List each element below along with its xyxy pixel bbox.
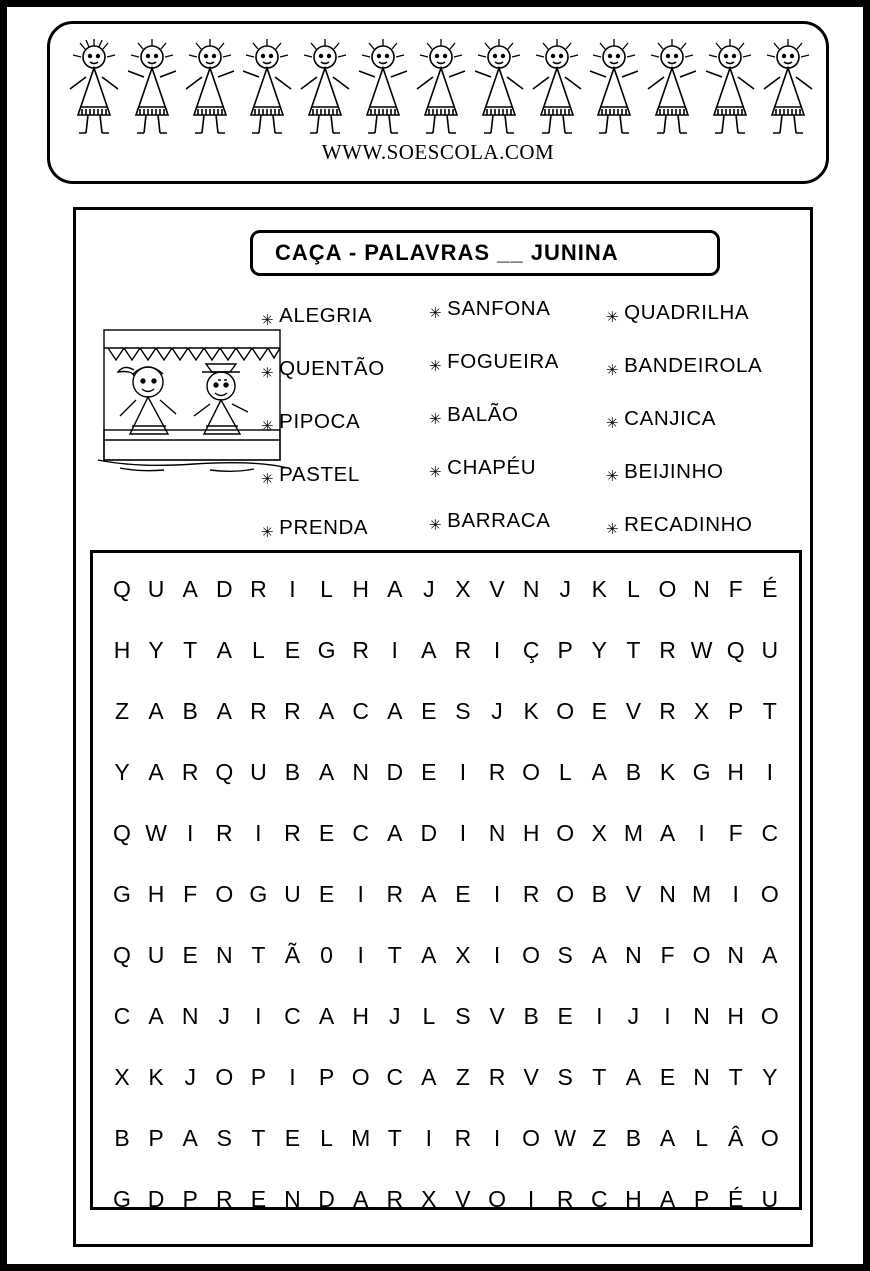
child-figure-icon — [702, 37, 758, 137]
grid-cell: A — [352, 1186, 369, 1212]
grid-cell: K — [523, 698, 539, 724]
child-figure-icon — [239, 37, 295, 137]
grid-cell: R — [250, 698, 267, 724]
word-label: BARRACA — [447, 509, 551, 532]
grid-cell: O — [658, 576, 677, 602]
grid-cell: L — [627, 576, 640, 602]
grid-cell: O — [760, 1003, 779, 1029]
grid-cell: Y — [148, 637, 164, 663]
grid-cell: O — [556, 881, 575, 907]
star-bullet-icon: ✳ — [429, 517, 443, 534]
grid-cell: C — [386, 1064, 404, 1090]
grid-cell: I — [698, 820, 705, 846]
child-figure-icon — [413, 37, 469, 137]
grid-cell: N — [181, 1003, 199, 1029]
grid-cell: I — [527, 1186, 535, 1212]
grid-cell: N — [488, 820, 506, 846]
child-figure-icon — [529, 37, 585, 137]
grid-cell: A — [216, 637, 232, 663]
grid-cell: Y — [762, 1064, 778, 1090]
grid-cell: Q — [113, 942, 131, 968]
grid-cell: B — [114, 1125, 130, 1151]
grid-cell: A — [659, 1186, 676, 1212]
grid-cell: E — [182, 942, 198, 968]
grid-cell: Q — [215, 759, 234, 785]
grid-cell: O — [522, 942, 541, 968]
word-label: FOGUEIRA — [447, 350, 560, 373]
grid-cell: O — [692, 942, 711, 968]
grid-cell: H — [352, 1003, 369, 1029]
word-label: BEIJINHO — [624, 460, 724, 483]
grid-cell: H — [113, 637, 131, 663]
grid-cell: V — [523, 1064, 539, 1090]
grid-cell: I — [425, 1125, 433, 1151]
word-label: PASTEL — [279, 463, 360, 486]
word-label: CHAPÉU — [447, 456, 537, 479]
grid-cell: J — [559, 576, 571, 602]
grid-cell: A — [659, 820, 676, 846]
star-bullet-icon: ✳ — [261, 524, 275, 541]
grid-cell: E — [284, 1125, 301, 1151]
grid-cell: O — [556, 820, 575, 846]
star-bullet-icon: ✳ — [261, 471, 275, 488]
grid-cell: D — [318, 1186, 335, 1212]
grid-cell: C — [761, 820, 779, 846]
grid-cell: K — [659, 759, 676, 785]
grid-cell: A — [762, 942, 778, 968]
grid-cell: Z — [114, 698, 130, 724]
grid-cell: M — [623, 820, 643, 846]
grid-cell: R — [181, 759, 199, 785]
grid-cell: S — [216, 1125, 232, 1151]
grid-cell: E — [421, 698, 437, 724]
word-label: QUENTÃO — [279, 357, 385, 380]
grid-cell: Q — [113, 820, 131, 846]
grid-cell: T — [387, 942, 402, 968]
grid-cell: P — [182, 1186, 198, 1212]
word-list-item — [606, 409, 796, 462]
grid-cell: J — [184, 1064, 196, 1090]
grid-cell: R — [556, 1186, 574, 1212]
star-bullet-icon: ✳ — [606, 362, 620, 379]
grid-cell: N — [693, 576, 710, 602]
grid-cell: F — [728, 576, 743, 602]
grid-cell: O — [760, 881, 779, 907]
grid-row — [103, 620, 789, 681]
grid-cell: H — [727, 759, 744, 785]
word-list-item — [429, 458, 619, 511]
grid-cell: A — [421, 1064, 437, 1090]
grid-cell: N — [284, 1186, 301, 1212]
grid-cell: I — [596, 1003, 603, 1029]
grid-cell: H — [147, 881, 165, 907]
star-bullet-icon: ✳ — [429, 358, 443, 375]
grid-cell: L — [558, 759, 572, 785]
grid-cell: R — [215, 820, 233, 846]
grid-cell: O — [488, 1186, 506, 1212]
grid-cell: T — [251, 1125, 266, 1151]
grid-cell: N — [727, 942, 744, 968]
site-url: WWW.SOESCOLA.COM — [321, 140, 555, 164]
star-bullet-icon: ✳ — [606, 468, 620, 485]
grid-cell: É — [728, 1186, 744, 1212]
grid-cell: B — [284, 759, 301, 785]
grid-cell: P — [148, 1125, 164, 1151]
grid-cell: Y — [591, 637, 607, 663]
grid-cell: R — [454, 637, 472, 663]
grid-cell: E — [557, 1003, 573, 1029]
grid-cell: M — [351, 1125, 371, 1151]
grid-cell: C — [352, 698, 369, 724]
grid-cell: A — [625, 1064, 642, 1090]
grid-cell: F — [728, 820, 743, 846]
grid-cell: J — [218, 1003, 231, 1029]
grid-cell: R — [250, 576, 267, 602]
grid-cell: A — [591, 942, 607, 968]
star-bullet-icon: ✳ — [261, 365, 275, 382]
grid-cell: A — [387, 820, 403, 846]
grid-cell: T — [592, 1064, 607, 1090]
grid-cell: C — [284, 1003, 301, 1029]
grid-cell: D — [386, 759, 404, 785]
grid-cell: M — [692, 881, 712, 907]
word-list-item — [606, 356, 796, 409]
grid-cell: I — [493, 942, 501, 968]
word-label: BANDEIROLA — [624, 354, 763, 377]
grid-cell: L — [695, 1125, 708, 1151]
word-list-item — [606, 462, 796, 515]
grid-cell: R — [215, 1186, 233, 1212]
grid-cell: A — [421, 942, 437, 968]
grid-row — [103, 803, 789, 864]
star-bullet-icon: ✳ — [261, 312, 275, 329]
grid-cell: U — [284, 881, 301, 907]
grid-cell: A — [421, 881, 437, 907]
grid-cell: F — [660, 942, 675, 968]
grid-cell: J — [627, 1003, 640, 1029]
grid-cell: H — [352, 576, 369, 602]
star-bullet-icon: ✳ — [429, 464, 443, 481]
grid-cell: D — [147, 1186, 165, 1212]
grid-cell: W — [554, 1125, 577, 1151]
child-figure-icon — [586, 37, 642, 137]
grid-cell: Â — [728, 1125, 744, 1151]
word-list-item — [429, 352, 619, 405]
grid-cell: Z — [455, 1064, 470, 1090]
grid-cell: T — [387, 1125, 402, 1151]
grid-cell: I — [766, 759, 773, 785]
grid-cell: T — [728, 1064, 743, 1090]
grid-cell: I — [186, 820, 194, 846]
grid-cell: V — [455, 1186, 471, 1212]
grid-cell: O — [522, 1125, 541, 1151]
grid-cell: X — [114, 1064, 130, 1090]
grid-cell: 0 — [320, 942, 333, 968]
grid-cell: L — [320, 576, 333, 602]
grid-cell: U — [250, 759, 267, 785]
grid-cell: Q — [113, 576, 131, 602]
grid-row — [103, 742, 789, 803]
worksheet-frame — [73, 207, 813, 1247]
grid-cell: I — [493, 881, 501, 907]
grid-cell: A — [659, 1125, 676, 1151]
word-list-column-3 — [606, 301, 796, 568]
word-list-item — [261, 465, 451, 518]
grid-cell: I — [459, 759, 467, 785]
grid-cell: E — [455, 881, 471, 907]
grid-cell: P — [557, 637, 573, 663]
grid-cell: R — [352, 637, 369, 663]
grid-row — [103, 864, 789, 925]
grid-cell: O — [760, 1125, 779, 1151]
header-banner — [47, 21, 829, 184]
grid-cell: U — [147, 576, 165, 602]
grid-cell: Y — [114, 759, 130, 785]
grid-cell: R — [659, 698, 676, 724]
word-label: PRENDA — [279, 516, 369, 539]
word-list — [261, 297, 806, 556]
grid-cell: H — [522, 820, 540, 846]
grid-cell: J — [423, 576, 435, 602]
grid-cell: R — [454, 1125, 472, 1151]
word-label: CANJICA — [624, 407, 717, 430]
grid-cell: K — [148, 1064, 164, 1090]
grid-cell: N — [215, 942, 233, 968]
grid-cell: P — [318, 1064, 335, 1090]
child-figure-icon — [760, 37, 816, 137]
star-bullet-icon: ✳ — [429, 411, 443, 428]
grid-cell: P — [250, 1064, 267, 1090]
grid-cell: I — [357, 881, 364, 907]
child-figure-icon — [182, 37, 238, 137]
grid-row — [103, 1108, 789, 1169]
grid-cell: S — [455, 1003, 471, 1029]
grid-cell: R — [522, 881, 540, 907]
worksheet-title-box — [250, 230, 720, 276]
grid-cell: É — [762, 576, 778, 602]
grid-cell: B — [182, 698, 198, 724]
page-title: CAÇA - PALAVRAS __ JUNINA — [275, 240, 619, 265]
grid-cell: X — [455, 576, 471, 602]
grid-cell: R — [386, 881, 404, 907]
grid-cell: S — [455, 698, 471, 724]
grid-row — [103, 986, 789, 1047]
grid-cell: I — [289, 1064, 296, 1090]
star-bullet-icon: ✳ — [429, 305, 443, 322]
grid-cell: A — [148, 759, 164, 785]
grid-cell: A — [591, 759, 607, 785]
grid-cell: R — [284, 698, 301, 724]
word-search-grid — [90, 550, 802, 1210]
grid-cell: N — [659, 881, 676, 907]
grid-cell: X — [591, 820, 607, 846]
grid-cell: Ã — [284, 942, 301, 968]
grid-cell: A — [216, 698, 232, 724]
grid-cell: P — [693, 1186, 710, 1212]
word-label: BALÃO — [447, 403, 519, 426]
grid-cell: X — [421, 1186, 437, 1212]
grid-cell: O — [215, 881, 234, 907]
grid-cell: O — [215, 1064, 234, 1090]
grid-cell: L — [320, 1125, 333, 1151]
word-label: ALEGRIA — [279, 304, 373, 327]
grid-cell: A — [421, 637, 437, 663]
grid-cell: B — [625, 759, 642, 785]
grid-cell: V — [489, 576, 505, 602]
grid-cell: R — [488, 759, 506, 785]
grid-cell: A — [387, 576, 403, 602]
word-list-item — [429, 405, 619, 458]
grid-cell: I — [664, 1003, 671, 1029]
grid-cell: H — [727, 1003, 744, 1029]
child-figure-icon — [297, 37, 353, 137]
child-figure-icon — [66, 37, 122, 137]
grid-cell: N — [625, 942, 642, 968]
kids-illustration-row — [66, 32, 816, 137]
grid-cell: X — [693, 698, 710, 724]
grid-cell: G — [249, 881, 268, 907]
grid-cell: O — [556, 698, 575, 724]
grid-cell: B — [625, 1125, 642, 1151]
grid-cell: C — [352, 820, 369, 846]
grid-cell: T — [251, 942, 266, 968]
grid-cell: G — [317, 637, 336, 663]
grid-cell: R — [386, 1186, 404, 1212]
grid-cell: O — [522, 759, 541, 785]
grid-cell: N — [352, 759, 369, 785]
grid-cell: R — [659, 637, 676, 663]
grid-cell: W — [690, 637, 713, 663]
child-figure-icon — [355, 37, 411, 137]
grid-cell: Q — [726, 637, 745, 663]
grid-cell: S — [557, 942, 573, 968]
grid-cell: I — [493, 1125, 501, 1151]
grid-cell: G — [113, 1186, 131, 1212]
grid-cell: B — [523, 1003, 539, 1029]
grid-cell: E — [284, 637, 301, 663]
grid-cell: I — [459, 820, 467, 846]
word-list-item — [261, 359, 451, 412]
word-label: PIPOCA — [279, 410, 361, 433]
grid-cell: I — [255, 820, 262, 846]
grid-cell: T — [183, 637, 198, 663]
grid-cell: J — [389, 1003, 401, 1029]
star-bullet-icon: ✳ — [261, 418, 275, 435]
grid-cell: N — [693, 1003, 710, 1029]
grid-cell: A — [318, 698, 335, 724]
grid-cell: G — [692, 759, 711, 785]
star-bullet-icon: ✳ — [606, 309, 620, 326]
grid-cell: A — [318, 1003, 335, 1029]
grid-cell: N — [693, 1064, 710, 1090]
grid-cell: K — [591, 576, 607, 602]
grid-row — [103, 1047, 789, 1108]
grid-cell: G — [113, 881, 131, 907]
grid-cell: J — [491, 698, 503, 724]
child-figure-icon — [644, 37, 700, 137]
grid-cell: B — [591, 881, 607, 907]
grid-cell: A — [318, 759, 335, 785]
word-label: QUADRILHA — [624, 301, 750, 324]
grid-cell: C — [591, 1186, 608, 1212]
grid-cell: I — [391, 637, 398, 663]
grid-cell: I — [732, 881, 739, 907]
star-bullet-icon: ✳ — [606, 521, 620, 538]
grid-cell: A — [182, 576, 198, 602]
word-list-column-2 — [429, 297, 619, 564]
grid-cell: N — [522, 576, 540, 602]
child-figure-icon — [124, 37, 180, 137]
grid-cell: E — [250, 1186, 267, 1212]
grid-cell: E — [421, 759, 437, 785]
grid-cell: A — [182, 1125, 198, 1151]
grid-cell: U — [147, 942, 165, 968]
grid-cell: O — [351, 1064, 370, 1090]
grid-cell: V — [489, 1003, 505, 1029]
grid-cell: D — [215, 576, 233, 602]
grid-cell: R — [488, 1064, 506, 1090]
grid-cell: P — [728, 698, 744, 724]
grid-cell: D — [420, 820, 438, 846]
grid-cell: I — [493, 637, 501, 663]
grid-cell: L — [422, 1003, 436, 1029]
grid-cell: V — [625, 881, 642, 907]
grid-cell: H — [625, 1186, 642, 1212]
grid-row — [103, 681, 789, 742]
grid-row — [103, 925, 789, 986]
grid-row — [103, 1169, 789, 1230]
grid-cell: F — [183, 881, 198, 907]
child-figure-icon — [471, 37, 527, 137]
grid-cell: X — [455, 942, 471, 968]
grid-cell: E — [659, 1064, 676, 1090]
grid-row — [103, 559, 789, 620]
word-list-item — [606, 303, 796, 356]
grid-cell: E — [318, 820, 335, 846]
word-label: RECADINHO — [624, 513, 753, 536]
word-list-item — [261, 306, 451, 359]
grid-cell: A — [148, 698, 164, 724]
grid-cell: Z — [592, 1125, 607, 1151]
grid-cell: U — [761, 1186, 779, 1212]
grid-cell: T — [626, 637, 641, 663]
grid-cell: C — [113, 1003, 131, 1029]
grid-cell: A — [148, 1003, 164, 1029]
grid-cell: I — [255, 1003, 262, 1029]
star-bullet-icon: ✳ — [606, 415, 620, 432]
grid-cell: T — [762, 698, 777, 724]
grid-cell: A — [387, 698, 403, 724]
grid-cell: Ç — [522, 637, 540, 663]
grid-cell: S — [557, 1064, 573, 1090]
word-list-item — [261, 412, 451, 465]
grid-cell: I — [357, 942, 364, 968]
grid-cell: R — [284, 820, 301, 846]
grid-cell: E — [318, 881, 335, 907]
grid-cell: W — [145, 820, 167, 846]
grid-cell: U — [761, 637, 779, 663]
grid-cell: I — [289, 576, 296, 602]
grid-cell: V — [625, 698, 642, 724]
word-list-item — [429, 299, 619, 352]
word-list-column-1 — [261, 306, 451, 571]
word-label: SANFONA — [447, 297, 551, 320]
grid-cell: L — [251, 637, 265, 663]
grid-cell: E — [591, 698, 607, 724]
